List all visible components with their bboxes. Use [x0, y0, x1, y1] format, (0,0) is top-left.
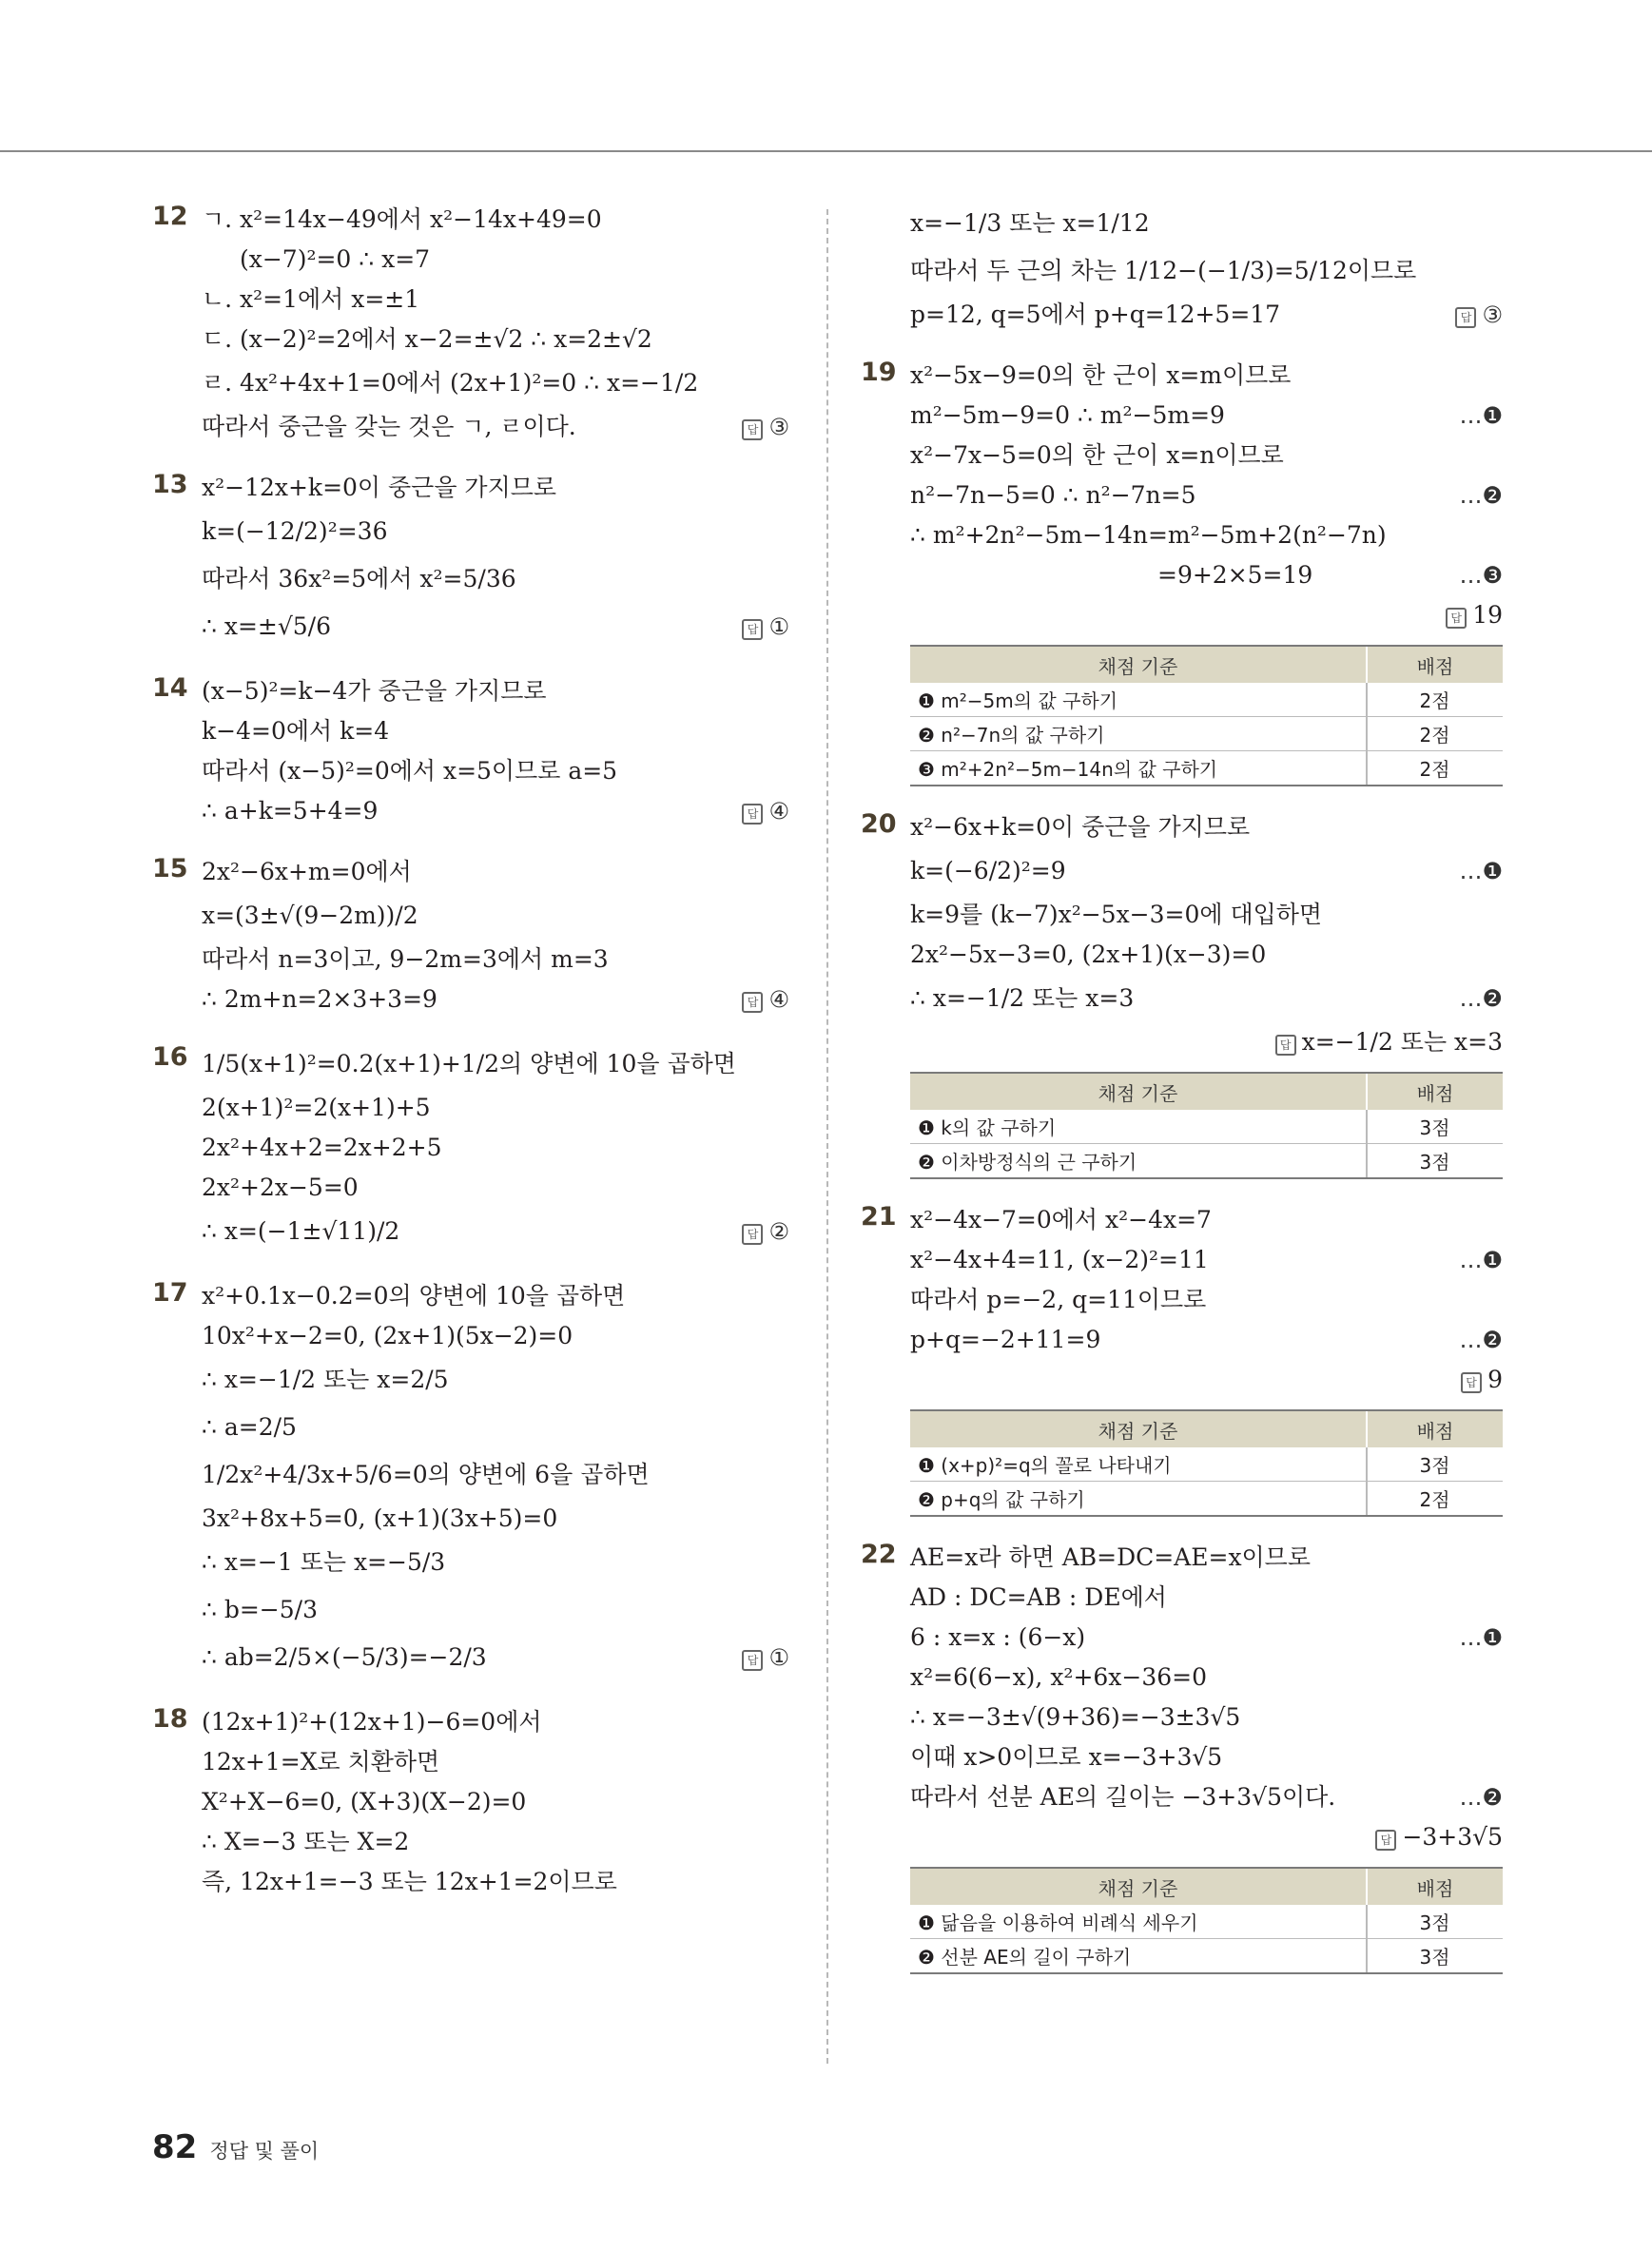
solution-line: [910, 1240, 1503, 1280]
solution-body: [202, 1702, 789, 1902]
grading-header: 배점: [1367, 646, 1503, 683]
grading-criterion: ❸ m²+2n²−5m−14n의 값 구하기: [910, 751, 1367, 786]
final-answer: [910, 595, 1503, 635]
solution-text: ∴ a+k=5+4=9: [202, 797, 379, 825]
grading-score: 3점: [1367, 1939, 1503, 1974]
solution-text: k−4=0에서 k=4: [202, 717, 390, 745]
answer-icon: 답: [742, 1224, 763, 1245]
solution-line: [202, 1634, 789, 1681]
solution-line: [202, 1451, 789, 1499]
solution-line: [202, 1088, 789, 1128]
solution-text: x=(3±√(9−2m))/2: [202, 902, 418, 929]
solution-line: [202, 1356, 789, 1404]
problem-number: 15: [152, 854, 188, 883]
solution-text: m²−5m−9=0 ∴ m²−5m=9: [910, 401, 1225, 429]
solution-text: ∴ b=−5/3: [202, 1596, 318, 1623]
solution-line: [202, 280, 789, 320]
solution-text: x²=6(6−x), x²+6x−36=0: [910, 1663, 1208, 1691]
answer-choice: [742, 1634, 789, 1681]
grading-header: 배점: [1367, 1868, 1503, 1905]
grading-criterion: ❶ 닮음을 이용하여 비례식 세우기: [910, 1905, 1367, 1939]
problem-number: 12: [152, 202, 188, 231]
grading-row: [910, 1144, 1503, 1179]
grading-score: 3점: [1367, 1110, 1503, 1144]
grading-criterion: ❷ 이차방정식의 근 구하기: [910, 1144, 1367, 1179]
solution-text: 3x²+8x+5=0, (x+1)(3x+5)=0: [202, 1504, 558, 1532]
answer-icon: 답: [742, 1650, 763, 1671]
grading-table: [910, 1072, 1503, 1179]
solution-line: [202, 940, 789, 980]
header-rule: [0, 150, 1652, 152]
problem-14: [152, 671, 789, 831]
final-answer-value: x=−1/2 또는 x=3: [1301, 1028, 1503, 1056]
solution-text: ∴ x=(−1±√11)/2: [202, 1217, 400, 1245]
answer-icon: 답: [1461, 1372, 1482, 1393]
solution-body: [910, 200, 1503, 335]
solution-line: [202, 980, 789, 1019]
problem-number: 21: [861, 1202, 897, 1232]
solution-body: [910, 807, 1503, 1179]
solution-text: ∴ x=−1/2 또는 x=3: [910, 984, 1135, 1012]
solution-text: k=(−12/2)²=36: [202, 517, 388, 545]
grading-criterion: ❶ (x+p)²=q의 꼴로 나타내기: [910, 1447, 1367, 1482]
solution-line: [910, 1737, 1503, 1777]
problem-15: [152, 852, 789, 1019]
column-divider: [826, 209, 828, 2064]
solution-line: [910, 1658, 1503, 1698]
answer-icon: 답: [742, 619, 763, 640]
solution-line: [910, 396, 1503, 436]
grading-score: 2점: [1367, 683, 1503, 717]
solution-body: [202, 852, 789, 1019]
grading-header: 배점: [1367, 1073, 1503, 1110]
answer-choice-value: ②: [768, 1218, 789, 1245]
solution-line: [202, 1276, 789, 1316]
solution-line: [202, 1316, 789, 1356]
solution-line: [202, 320, 789, 359]
solution-line: [202, 1040, 789, 1088]
solution-text: 12x+1=X로 치환하면: [202, 1748, 440, 1776]
solution-body: [202, 671, 789, 831]
solution-line: [910, 1320, 1503, 1360]
problem-21: [861, 1200, 1503, 1517]
answer-choice: [742, 980, 789, 1019]
solution-text: ∴ x=−1/2 또는 x=2/5: [202, 1366, 449, 1393]
solution-line: [910, 356, 1503, 396]
grading-header: 채점 기준: [910, 1868, 1367, 1905]
problem-18: [152, 1702, 789, 1902]
problem-number: 16: [152, 1042, 188, 1072]
step-marker: …❶: [1459, 1624, 1503, 1651]
solution-text: 6 : x=x : (6−x): [910, 1623, 1086, 1651]
problem-19: [861, 356, 1503, 786]
solution-text: (12x+1)²+(12x+1)−6=0에서: [202, 1708, 542, 1736]
solution-line: [910, 475, 1503, 515]
grading-score: 3점: [1367, 1447, 1503, 1482]
solution-line: [910, 555, 1503, 595]
solution-text: ∴ x=±√5/6: [202, 612, 332, 640]
solution-line: [202, 1168, 789, 1208]
solution-line: [202, 751, 789, 791]
solution-text: AD : DC=AB : DE에서: [910, 1583, 1167, 1611]
solution-line: [910, 1538, 1503, 1578]
solution-line: [910, 1280, 1503, 1320]
problem-number: 18: [152, 1704, 188, 1734]
left-column: [152, 200, 789, 1923]
grading-criterion: ❷ 선분 AE의 길이 구하기: [910, 1939, 1367, 1974]
answer-icon: 답: [1275, 1035, 1296, 1056]
solution-text: 따라서 p=−2, q=11이므로: [910, 1286, 1207, 1313]
grading-criterion: ❷ n²−7n의 값 구하기: [910, 717, 1367, 751]
answer-choice-value: ③: [768, 414, 789, 440]
solution-text: =9+2×5=19: [1157, 561, 1313, 589]
problem-number: 14: [152, 673, 188, 703]
answer-icon: 답: [742, 992, 763, 1013]
problem-12: [152, 200, 789, 447]
solution-line: [202, 711, 789, 751]
solution-text: n²−7n−5=0 ∴ n²−7n=5: [910, 481, 1196, 509]
step-marker: …❶: [1459, 1247, 1503, 1273]
solution-line: [202, 407, 789, 447]
solution-text: x²−7x−5=0의 한 근이 x=n이므로: [910, 441, 1284, 469]
page-number: 82: [152, 2128, 198, 2166]
problem-number: 19: [861, 358, 897, 387]
solution-text: ㄱ. x²=14x−49에서 x²−14x+49=0: [202, 205, 602, 233]
grading-row: [910, 683, 1503, 717]
solution-text: ∴ m²+2n²−5m−14n=m²−5m+2(n²−7n): [910, 521, 1387, 549]
solution-text: 2(x+1)²=2(x+1)+5: [202, 1094, 431, 1121]
grading-score: 2점: [1367, 717, 1503, 751]
step-marker: …❷: [1459, 1784, 1503, 1811]
solution-text: x²−5x−9=0의 한 근이 x=m이므로: [910, 361, 1292, 389]
solution-text: 이때 x>0이므로 x=−3+3√5: [910, 1743, 1223, 1771]
final-answer-value: −3+3√5: [1402, 1823, 1503, 1851]
answer-choice: [742, 1208, 789, 1255]
final-answer: [910, 1022, 1503, 1062]
solution-line: [202, 1586, 789, 1634]
answer-choice-value: ①: [768, 1644, 789, 1671]
solution-line: [910, 895, 1503, 935]
solution-text: p+q=−2+11=9: [910, 1326, 1101, 1353]
grading-header: 채점 기준: [910, 1410, 1367, 1447]
step-marker: …❸: [1459, 562, 1503, 589]
solution-line: [910, 975, 1503, 1022]
grading-table: [910, 1867, 1503, 1974]
step-marker: …❷: [1459, 1327, 1503, 1353]
solution-text: 따라서 중근을 갖는 것은 ㄱ, ㄹ이다.: [202, 413, 576, 440]
answer-choice: [742, 407, 789, 447]
solution-body: [202, 200, 789, 447]
solution-body: [202, 1040, 789, 1255]
grading-score: 2점: [1367, 751, 1503, 786]
answer-icon: 답: [742, 419, 763, 440]
solution-text: ∴ 2m+n=2×3+3=9: [202, 985, 437, 1013]
solution-text: ∴ x=−3±√(9+36)=−3±3√5: [910, 1703, 1241, 1731]
problem-22: [861, 1538, 1503, 1974]
solution-line: [910, 847, 1503, 895]
solution-text: 따라서 n=3이고, 9−2m=3에서 m=3: [202, 945, 609, 973]
solution-line: [910, 1618, 1503, 1658]
step-marker: …❶: [1459, 858, 1503, 884]
solution-line: [202, 892, 789, 940]
solution-text: x²−4x−7=0에서 x²−4x=7: [910, 1206, 1212, 1233]
solution-text: x²−6x+k=0이 중근을 가지므로: [910, 813, 1251, 841]
answer-choice: [742, 603, 789, 650]
solution-line: [910, 1578, 1503, 1618]
solution-line: [910, 515, 1503, 555]
final-answer: [910, 1360, 1503, 1400]
solution-text: x²−12x+k=0이 중근을 가지므로: [202, 474, 557, 501]
solution-text: 즉, 12x+1=−3 또는 12x+1=2이므로: [202, 1868, 617, 1895]
grading-criterion: ❷ p+q의 값 구하기: [910, 1482, 1367, 1517]
solution-text: 2x²−6x+m=0에서: [202, 858, 412, 885]
solution-line: [910, 200, 1503, 247]
problem-cont: [861, 200, 1503, 335]
solution-body: [910, 356, 1503, 786]
solution-text: (x−7)²=0 ∴ x=7: [240, 245, 431, 273]
solution-text: 1/5(x+1)²=0.2(x+1)+1/2의 양변에 10을 곱하면: [202, 1050, 736, 1077]
solution-text: (x−5)²=k−4가 중근을 가지므로: [202, 677, 547, 705]
solution-line: [202, 1404, 789, 1451]
grading-row: [910, 717, 1503, 751]
answer-icon: 답: [1455, 307, 1476, 328]
solution-text: ㄴ. x²=1에서 x=±1: [202, 285, 420, 313]
grading-score: 2점: [1367, 1482, 1503, 1517]
problem-16: [152, 1040, 789, 1255]
step-marker: …❷: [1459, 985, 1503, 1012]
solution-line: [202, 1742, 789, 1782]
solution-line: [202, 1499, 789, 1539]
answer-choice-value: ④: [768, 798, 789, 825]
step-marker: …❷: [1459, 482, 1503, 509]
solution-line: [202, 1128, 789, 1168]
answer-icon: 답: [1375, 1830, 1396, 1851]
solution-text: ∴ X=−3 또는 X=2: [202, 1828, 410, 1855]
solution-text: 따라서 (x−5)²=0에서 x=5이므로 a=5: [202, 757, 618, 785]
problem-20: [861, 807, 1503, 1179]
solution-text: AE=x라 하면 AB=DC=AE=x이므로: [910, 1543, 1311, 1571]
answer-choice-value: ④: [768, 986, 789, 1013]
solution-line: [202, 1208, 789, 1255]
solution-text: ∴ ab=2/5×(−5/3)=−2/3: [202, 1643, 487, 1671]
solution-line: [202, 468, 789, 508]
grading-score: 3점: [1367, 1905, 1503, 1939]
solution-text: 10x²+x−2=0, (2x+1)(5x−2)=0: [202, 1322, 573, 1349]
solution-text: 1/2x²+4/3x+5/6=0의 양변에 6을 곱하면: [202, 1461, 650, 1488]
solution-line: [202, 1539, 789, 1586]
solution-text: x=−1/3 또는 x=1/12: [910, 209, 1150, 237]
grading-criterion: ❶ m²−5m의 값 구하기: [910, 683, 1367, 717]
solution-text: ㄹ. 4x²+4x+1=0에서 (2x+1)²=0 ∴ x=−1/2: [202, 369, 699, 397]
solution-line: [202, 603, 789, 650]
final-answer-value: 19: [1472, 601, 1503, 629]
step-marker: …❶: [1459, 402, 1503, 429]
problem-number: 22: [861, 1540, 897, 1569]
answer-choice: [742, 791, 789, 831]
solution-text: ㄷ. (x−2)²=2에서 x−2=±√2 ∴ x=2±√2: [202, 325, 652, 353]
grading-row: [910, 1905, 1503, 1939]
grading-row: [910, 1939, 1503, 1974]
solution-line: [202, 240, 789, 280]
right-column: [861, 200, 1503, 1995]
answer-icon: 답: [742, 804, 763, 825]
grading-header: 배점: [1367, 1410, 1503, 1447]
solution-body: [910, 1200, 1503, 1517]
solution-text: x²−4x+4=11, (x−2)²=11: [910, 1246, 1209, 1273]
solution-line: [910, 807, 1503, 847]
solution-text: 따라서 36x²=5에서 x²=5/36: [202, 565, 516, 592]
grading-row: [910, 1110, 1503, 1144]
solution-line: [910, 295, 1503, 335]
final-answer-value: 9: [1487, 1366, 1503, 1393]
solution-line: [202, 1782, 789, 1822]
solution-line: [202, 1702, 789, 1742]
solution-text: ∴ a=2/5: [202, 1413, 297, 1441]
solution-text: ∴ x=−1 또는 x=−5/3: [202, 1548, 446, 1576]
solution-line: [202, 1862, 789, 1902]
problem-13: [152, 468, 789, 650]
grading-row: [910, 1482, 1503, 1517]
answer-choice: [1455, 295, 1503, 335]
problem-number: 17: [152, 1278, 188, 1308]
solution-text: k=9를 (k−7)x²−5x−3=0에 대입하면: [910, 901, 1323, 928]
solution-body: [202, 468, 789, 650]
solution-line: [202, 852, 789, 892]
solution-body: [910, 1538, 1503, 1974]
solution-body: [202, 1276, 789, 1681]
solution-line: [202, 200, 789, 240]
solution-line: [910, 1698, 1503, 1737]
solution-text: k=(−6/2)²=9: [910, 857, 1066, 884]
solution-line: [202, 1822, 789, 1862]
answer-choice-value: ③: [1482, 301, 1503, 328]
solution-line: [910, 247, 1503, 295]
solution-text: 2x²+4x+2=2x+2+5: [202, 1134, 442, 1161]
grading-header: 채점 기준: [910, 646, 1367, 683]
solution-line: [202, 555, 789, 603]
solution-line: [202, 508, 789, 555]
solution-text: X²+X−6=0, (X+3)(X−2)=0: [202, 1788, 527, 1815]
grading-header: 채점 기준: [910, 1073, 1367, 1110]
grading-row: [910, 751, 1503, 786]
page-footer: [152, 2128, 319, 2166]
solution-text: 2x²−5x−3=0, (2x+1)(x−3)=0: [910, 941, 1267, 968]
section-label: 정답 및 풀이: [209, 2140, 320, 2163]
solution-line: [910, 935, 1503, 975]
grading-table: [910, 645, 1503, 786]
solution-line: [202, 359, 789, 407]
problem-17: [152, 1276, 789, 1681]
solution-line: [910, 1200, 1503, 1240]
problem-number: 13: [152, 470, 188, 499]
problem-number: 20: [861, 809, 897, 839]
grading-row: [910, 1447, 1503, 1482]
solution-line: [910, 1777, 1503, 1817]
solution-text: 2x²+2x−5=0: [202, 1174, 359, 1201]
grading-criterion: ❶ k의 값 구하기: [910, 1110, 1367, 1144]
solution-text: 따라서 선분 AE의 길이는 −3+3√5이다.: [910, 1783, 1336, 1811]
solution-line: [910, 436, 1503, 475]
solution-line: [202, 671, 789, 711]
solution-text: 따라서 두 근의 차는 1/12−(−1/3)=5/12이므로: [910, 257, 1417, 284]
solution-line: [202, 791, 789, 831]
solution-text: x²+0.1x−0.2=0의 양변에 10을 곱하면: [202, 1282, 626, 1310]
answer-icon: 답: [1446, 608, 1467, 629]
final-answer: [910, 1817, 1503, 1857]
grading-table: [910, 1409, 1503, 1517]
solution-text: p=12, q=5에서 p+q=12+5=17: [910, 301, 1281, 328]
answer-choice-value: ①: [768, 613, 789, 640]
grading-score: 3점: [1367, 1144, 1503, 1179]
